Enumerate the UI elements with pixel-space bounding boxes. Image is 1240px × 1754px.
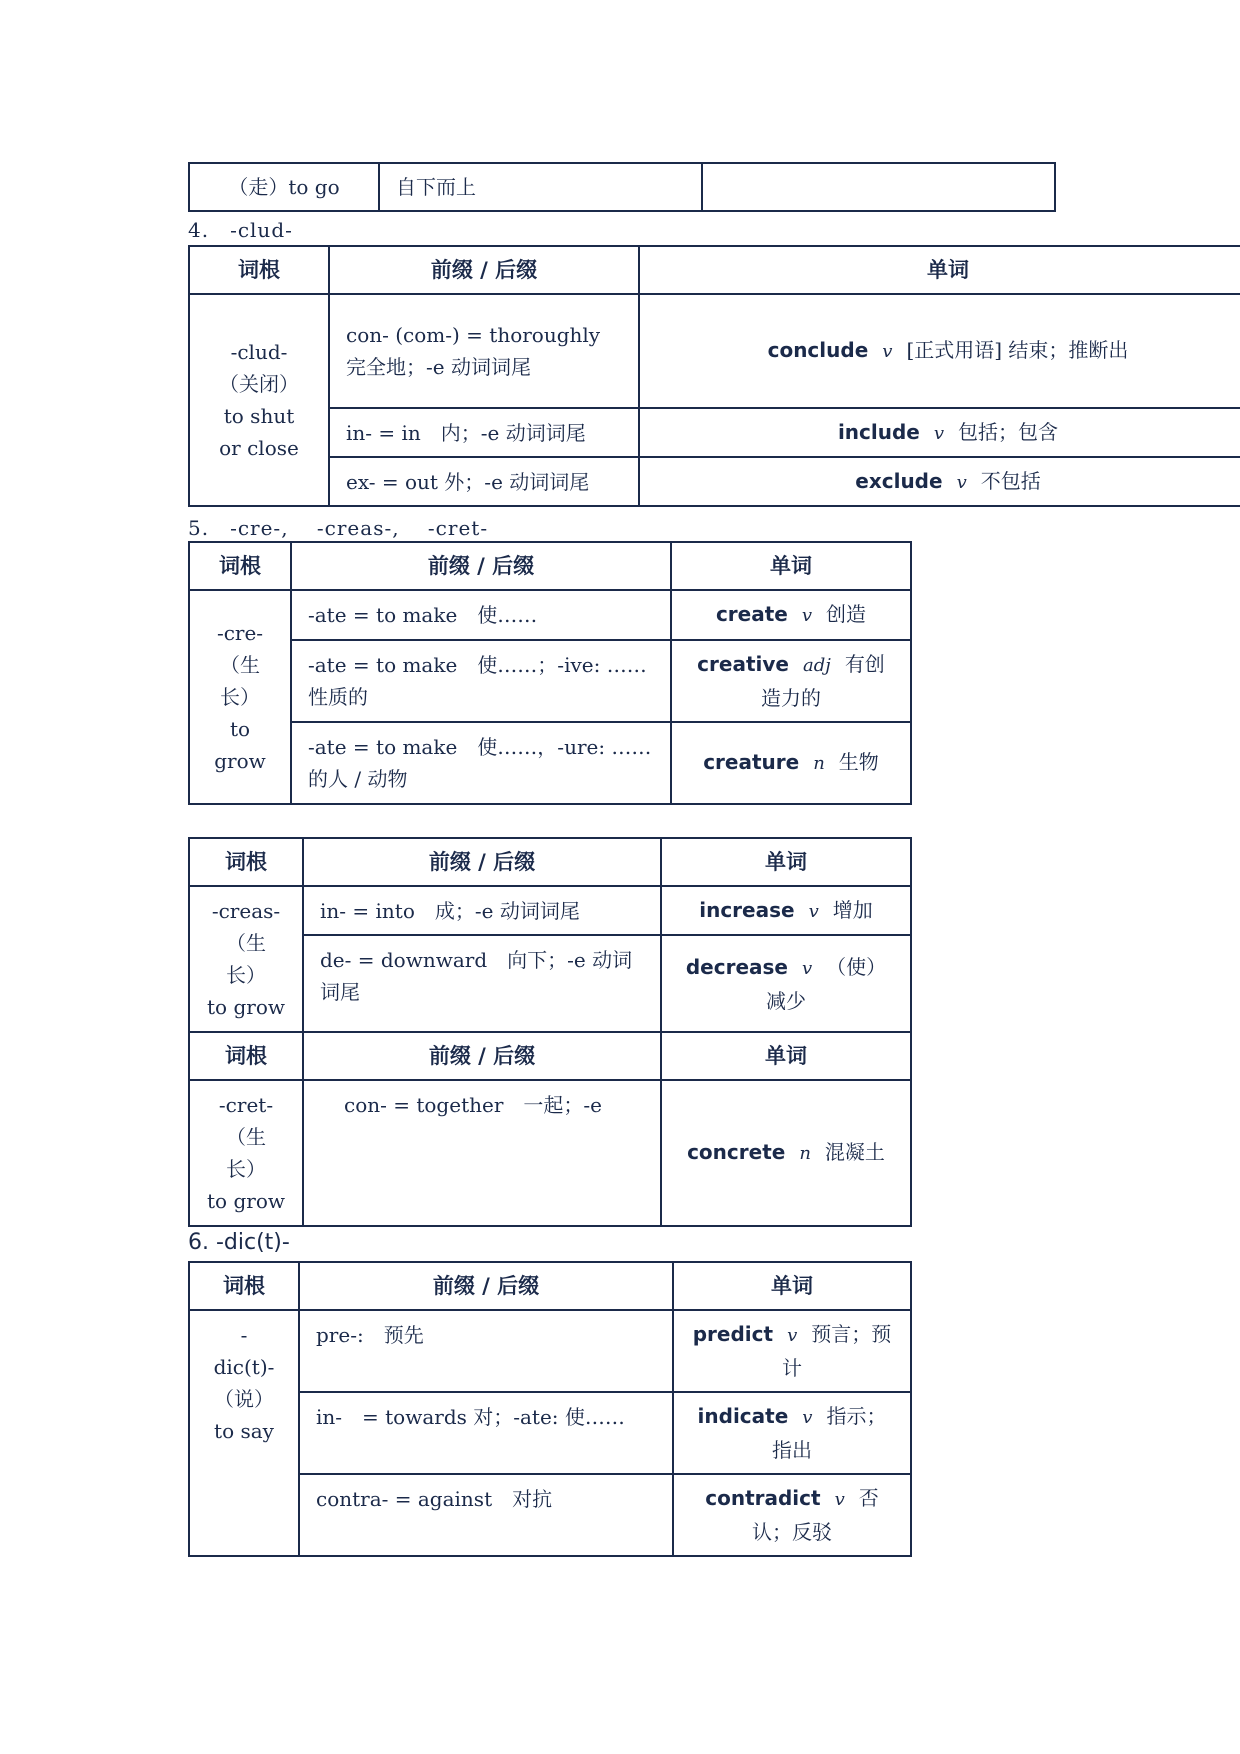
root-meaning: 长）	[226, 963, 266, 987]
root-cell	[189, 1310, 299, 1556]
word-term: creative	[697, 652, 789, 676]
header-root: 词根	[189, 246, 329, 294]
word-term: exclude	[855, 468, 943, 493]
header-root: 词根	[189, 1032, 303, 1080]
word-term: concrete	[687, 1140, 786, 1164]
header-word: 单词	[639, 246, 1240, 294]
root-text: -creas-	[211, 899, 281, 923]
word-term: include	[837, 419, 920, 444]
word-pos: v	[882, 341, 893, 362]
word-cell	[661, 935, 911, 1032]
root-gloss: to	[229, 717, 251, 741]
header-root: 词根	[189, 542, 291, 590]
section-heading-4: 4. -clud-	[188, 218, 293, 242]
root-gloss: or close	[219, 436, 299, 460]
word-cell	[671, 590, 911, 640]
clud-table	[188, 245, 1240, 507]
root-meaning: （生	[220, 653, 260, 677]
word-pos: v	[933, 422, 945, 444]
word-meaning: 否认；反驳	[752, 1486, 879, 1544]
affix-cell: -ate = to make 使……，-ure: ……的人 / 动物	[291, 722, 671, 804]
root-cell	[189, 294, 329, 506]
section-heading-5: 5. -cre-, -creas-, -cret-	[188, 516, 489, 540]
affix-cell: in- = in 内；-e 动词词尾	[329, 408, 639, 457]
word-term: creature	[703, 750, 800, 774]
root-gloss: to say	[214, 1419, 274, 1443]
root-cell	[189, 886, 303, 1032]
affix-cell: pre-: 预先	[299, 1310, 673, 1392]
word-meaning: 包括；包含	[958, 419, 1059, 444]
word-term: increase	[699, 897, 795, 922]
word-term: decrease	[685, 954, 788, 979]
word-cell	[661, 886, 911, 935]
word-pos: v	[802, 1407, 813, 1428]
word-pos: n	[799, 1143, 811, 1164]
header-word: 单词	[661, 838, 911, 886]
header-word: 单词	[661, 1032, 911, 1080]
root-text: dic(t)-	[213, 1355, 275, 1379]
root-meaning: 长）	[226, 1157, 266, 1181]
header-affix: 前缀 / 后缀	[303, 838, 661, 886]
word-pos: v	[801, 957, 813, 979]
affix-cell: con- = together 一起；-e	[303, 1080, 661, 1226]
root-cell	[189, 590, 291, 804]
root-text: -cret-	[218, 1093, 274, 1117]
word-cell	[661, 1080, 911, 1226]
word-term: indicate	[697, 1404, 789, 1428]
affix-cell: contra- = against 对抗	[299, 1474, 673, 1556]
word-cell	[673, 1474, 911, 1556]
word-term: contradict	[705, 1486, 821, 1510]
root-meaning: （生	[226, 931, 266, 955]
root-meaning: （说）	[214, 1387, 274, 1411]
word-cell	[671, 640, 911, 722]
word-pos: v	[834, 1489, 845, 1510]
root-cell	[189, 1080, 303, 1226]
word-cell	[639, 294, 1240, 408]
word-pos: adj	[802, 655, 831, 676]
dic-table	[188, 1261, 912, 1557]
word-meaning: 创造	[826, 602, 867, 626]
affix-cell: -ate = to make 使……	[291, 590, 671, 640]
root-meaning: 长）	[220, 685, 260, 709]
root-meaning: （生	[226, 1125, 266, 1149]
creas-cret-table	[188, 837, 912, 1227]
word-term: predict	[692, 1322, 774, 1346]
header-affix: 前缀 / 后缀	[329, 246, 639, 294]
word-cell	[673, 1392, 911, 1474]
section-heading-6: 6. -dic(t)-	[188, 1230, 290, 1255]
word-cell	[671, 722, 911, 804]
word-meaning: 混凝土	[824, 1140, 885, 1164]
affix-cell: de- = downward 向下；-e 动词词尾	[303, 935, 661, 1032]
affix-cell: ex- = out 外；-e 动词词尾	[329, 457, 639, 506]
affix-cell: in- = towards 对；-ate: 使……	[299, 1392, 673, 1474]
header-root: 词根	[189, 838, 303, 886]
word-cell	[702, 163, 1055, 211]
root-cell: （走）to go	[189, 163, 379, 211]
word-term: conclude	[767, 338, 869, 362]
word-meaning: 不包括	[980, 468, 1041, 493]
affix-cell: -ate = to make 使……；-ive: ……性质的	[291, 640, 671, 722]
cre-table	[188, 541, 912, 805]
word-pos: v	[801, 605, 813, 626]
root-text: -cre-	[216, 621, 264, 645]
root-gloss: to shut	[223, 404, 295, 428]
word-pos: v	[808, 900, 819, 922]
root-gloss: to grow	[207, 1189, 285, 1213]
root-text: -clud-	[230, 340, 288, 364]
header-affix: 前缀 / 后缀	[303, 1032, 661, 1080]
word-cell	[673, 1310, 911, 1392]
word-pos: n	[813, 753, 825, 774]
root-meaning: （关闭）	[219, 372, 299, 396]
word-pos: v	[787, 1325, 798, 1346]
root-text: -	[240, 1323, 248, 1347]
root-gloss: grow	[214, 749, 266, 773]
top-fragment-table	[188, 162, 1056, 212]
affix-cell: 自下而上	[379, 163, 702, 211]
header-affix: 前缀 / 后缀	[299, 1262, 673, 1310]
word-pos: v	[956, 471, 967, 493]
word-term: create	[715, 602, 788, 626]
root-gloss: to grow	[207, 995, 285, 1019]
word-cell	[639, 408, 1240, 457]
header-affix: 前缀 / 后缀	[291, 542, 671, 590]
word-meaning: 指示；指出	[772, 1404, 887, 1462]
word-meaning: 预言；预计	[782, 1322, 892, 1380]
word-meaning: 生物	[838, 750, 879, 774]
affix-cell: in- = into 成；-e 动词词尾	[303, 886, 661, 935]
word-meaning: [正式用语] 结束；推断出	[906, 338, 1129, 362]
affix-cell: con- (com-) = thoroughly 完全地；-e 动词词尾	[329, 294, 639, 408]
word-meaning: 有创造力的	[761, 652, 885, 710]
header-word: 单词	[673, 1262, 911, 1310]
header-word: 单词	[671, 542, 911, 590]
header-root: 词根	[189, 1262, 299, 1310]
word-meaning: 增加	[832, 897, 873, 922]
word-cell	[639, 457, 1240, 506]
word-meaning: （使）减少	[766, 954, 887, 1013]
